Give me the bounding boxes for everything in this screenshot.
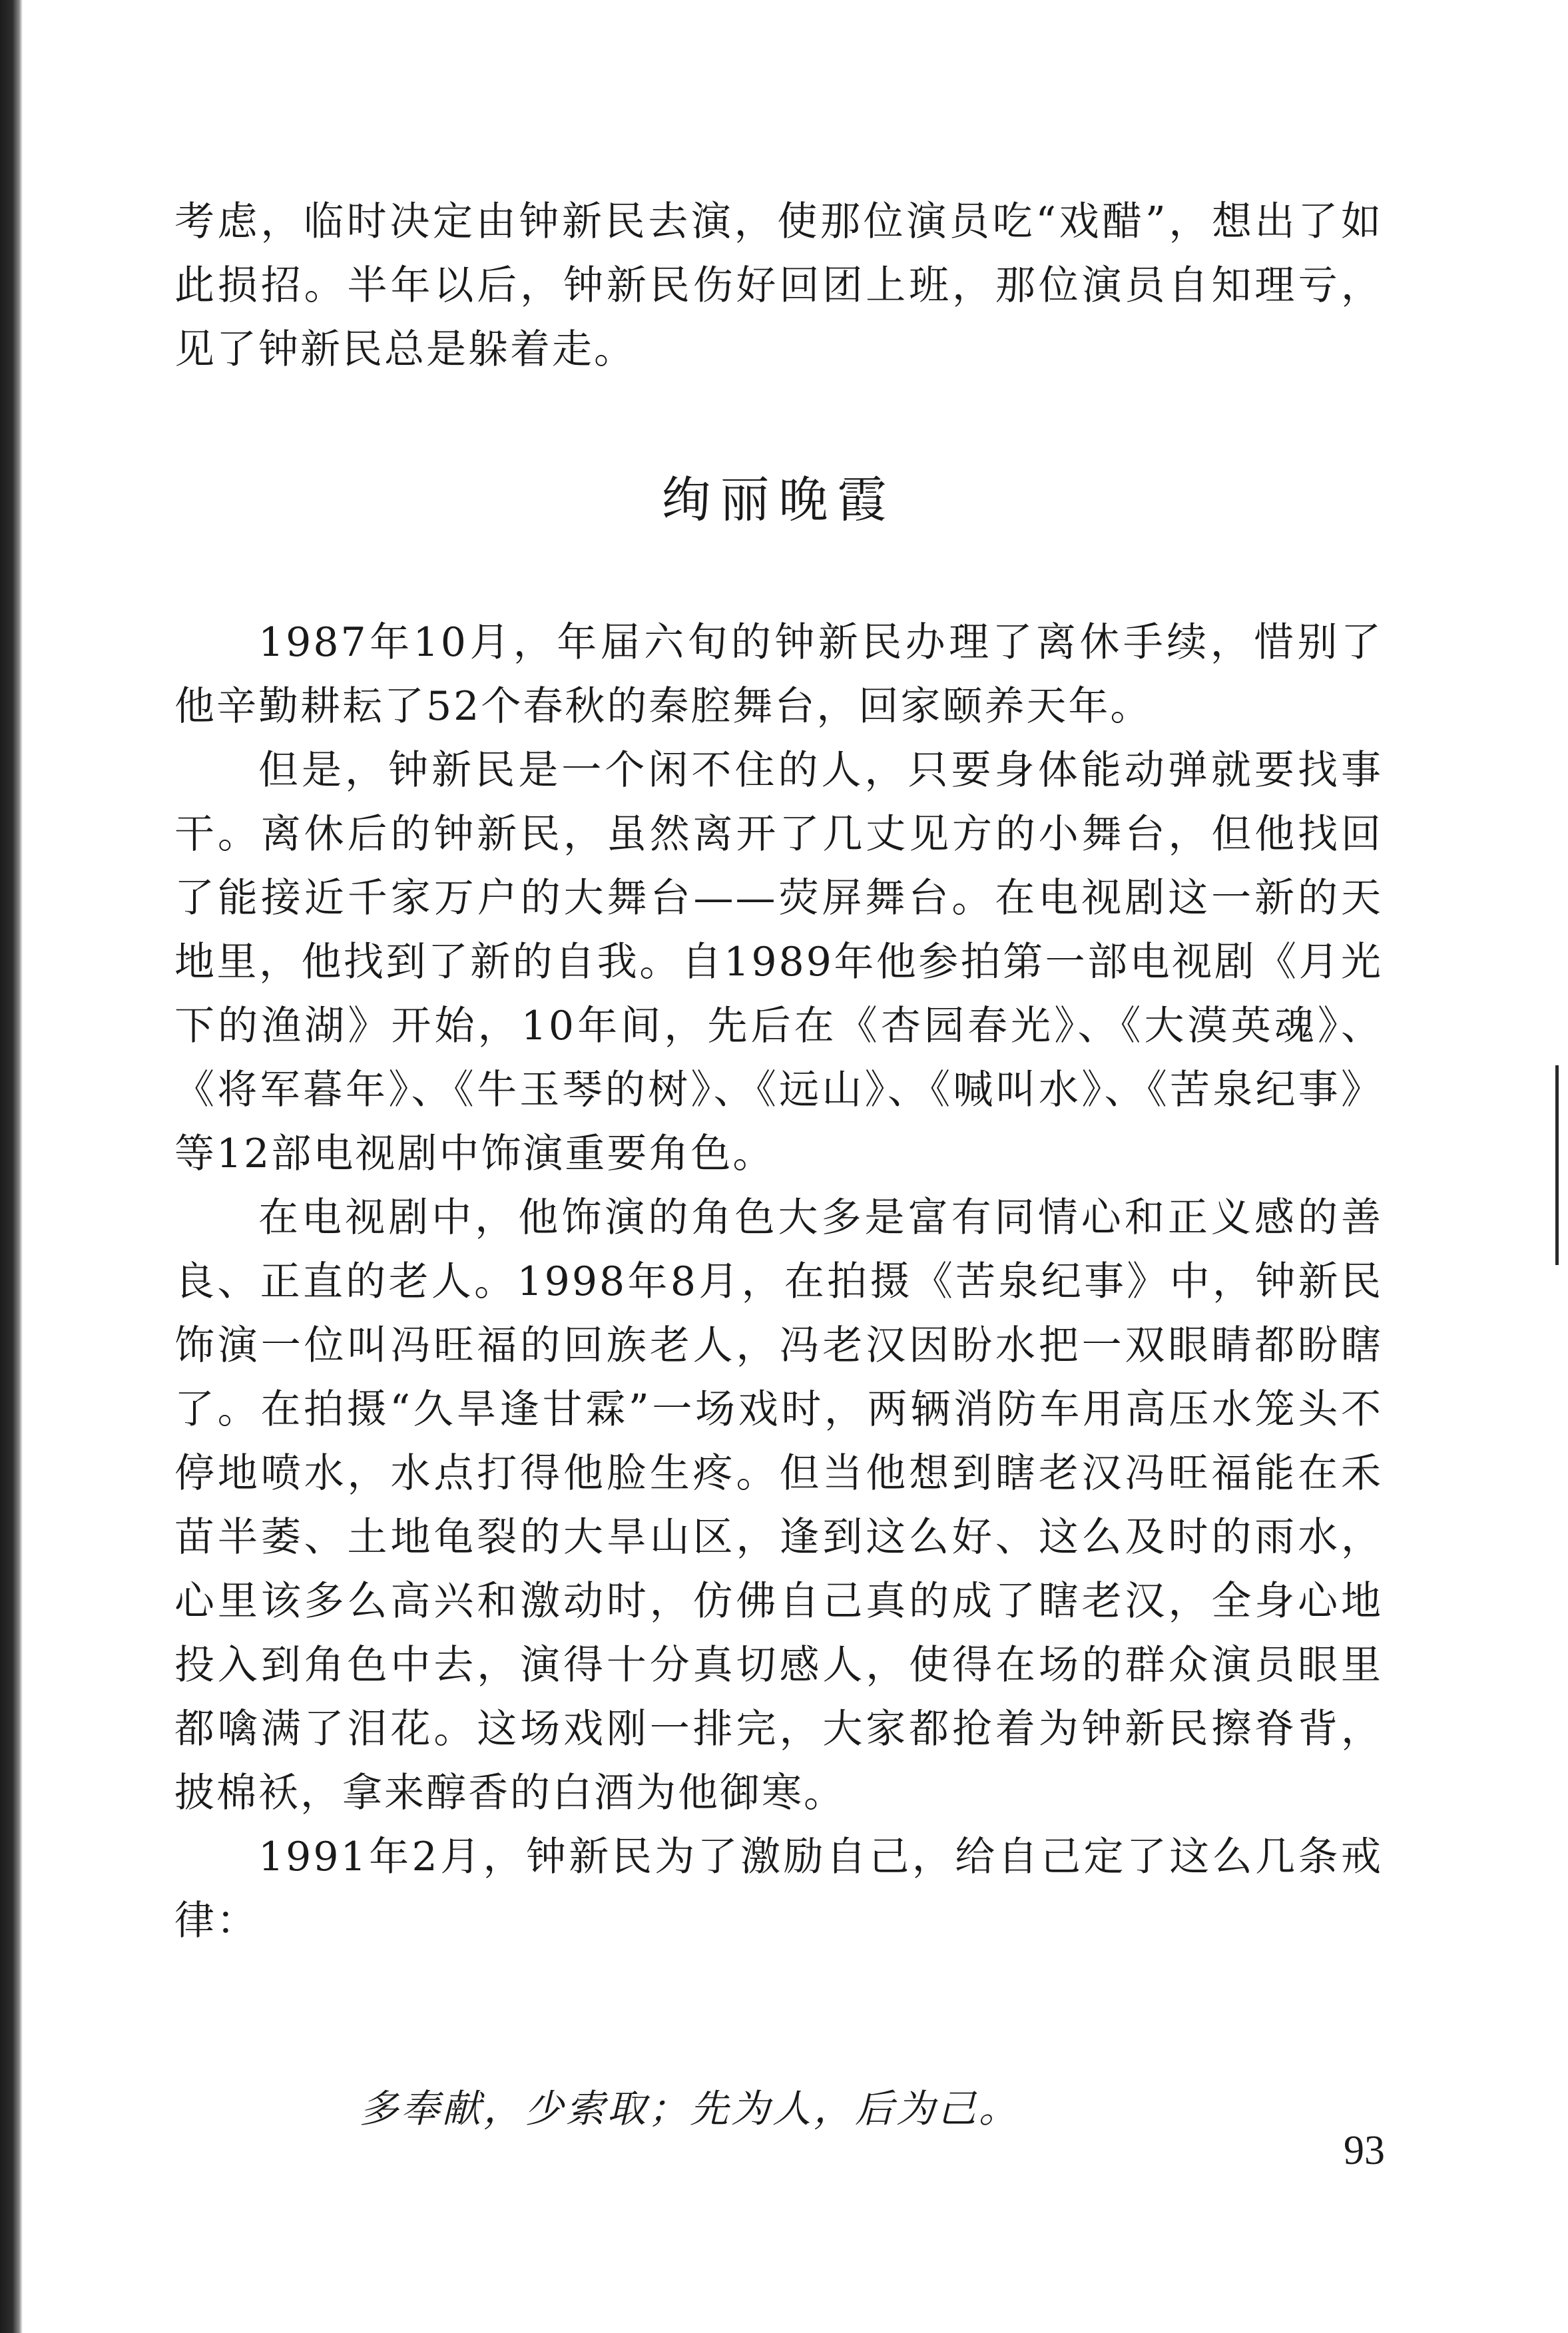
binding-edge-shadow (0, 0, 23, 2333)
continued-paragraph: 考虑，临时决定由钟新民去演，使那位演员吃“戏醋”，想出了如此损招。半年以后，钟新民伤好回团上班，那位演员自知理亏，见了钟新民总是躲着走。 (174, 198, 1383, 373)
section-title: 绚丽晚霞 (661, 471, 896, 529)
paragraph-1: 1987年10月，年届六旬的钟新民办理了离休手续，惜别了他辛勤耕耘了52个春秋的秦腔舞台，回家颐养天年。 (174, 619, 1383, 730)
paragraph-4: 1991年2月，钟新民为了激励自己，给自己定了这么几条戒律： (174, 1834, 1383, 1944)
page-body (174, 190, 1383, 2141)
right-margin-mark (1555, 1065, 1559, 1265)
verse-line: 多奉献，少索取；先为人，后为己。 (360, 2086, 1021, 2131)
paragraph-2: 但是，钟新民是一个闲不住的人，只要身体能动弹就要找事干。离休后的钟新民，虽然离开了几丈见方的小舞台，但他找回了能接近千家万户的大舞台——荧屏舞台。在电视剧这一新的天地里，他找到了新的自我。自1989年他参拍第一部电视剧《月光下的渔湖》开始，10年间，先后在《杏园春光》、《大漠英魂》、《将军暮年》、《牛玉琴的树》、《远山》、《喊叫水》、《苦泉纪事》等12部电视剧中饰演重要角色。 (174, 747, 1383, 1177)
paragraph-3: 在电视剧中，他饰演的角色大多是富有同情心和正义感的善良、正直的老人。1998年8月，在拍摄《苦泉纪事》中，钟新民饰演一位叫冯旺福的回族老人，冯老汉因盼水把一双眼睛都盼瞎了。在拍摄“久旱逢甘霖”一场戏时，两辆消防车用高压水笼头不停地喷水，水点打得他脸生疼。但当他想到瞎老汉冯旺福能在禾苗半萎、土地龟裂的大旱山区，逢到这么好、这么及时的雨水，心里该多么高兴和激动时，仿佛自己真的成了瞎老汉，全身心地投入到角色中去，演得十分真切感人，使得在场的群众演员眼里都噙满了泪花。这场戏刚一排完，大家都抢着为钟新民擦脊背，披棉袄，拿来醇香的白酒为他御寒。 (174, 1194, 1383, 1816)
page-number: 93 (1344, 2128, 1385, 2173)
